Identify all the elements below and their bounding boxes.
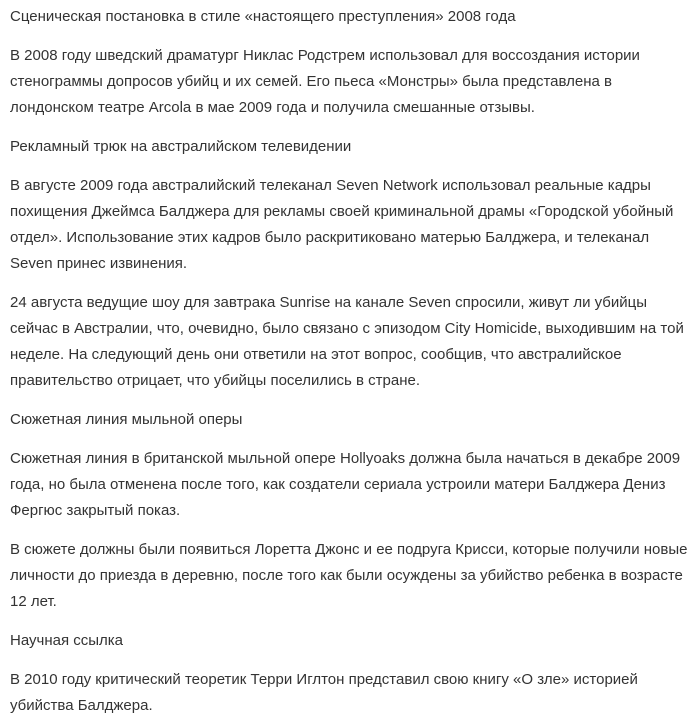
section-heading: Сюжетная линия мыльной оперы (10, 411, 243, 428)
paragraph: В сюжете должны были появиться Лоретта Джонс и ее подруга Крисси, которые получили новые личности до приезда в деревню, после того как были осуждены за убийство ребенка в возрасте 12 лет. (10, 541, 688, 610)
paragraph: В августе 2009 года австралийский телеканал Seven Network использовал реальные кадры похищения Джеймса Балджера для рекламы своей криминальной драмы «Городской убойный отдел». Использование этих кадров было раскритиковано матерью Балджера, и телеканал Seven принес извинения. (10, 177, 674, 272)
section-stage-production (10, 4, 690, 121)
paragraph: 24 августа ведущие шоу для завтрака Sunrise на канале Seven спросили, живут ли убийцы сейчас в Австралии, что, очевидно, было связано с эпизодом City Homicide, выходившим на той неделе. На следующий день они ответили на этот вопрос, сообщив, что австралийское правительство отрицает, что убийцы поселились в стране. (10, 294, 684, 389)
paragraph: В 2010 году критический теоретик Терри Иглтон представил свою книгу «О зле» историей убийства Балджера. (10, 671, 638, 714)
paragraph: В 2008 году шведский драматург Никлас Родстрем использовал для воссоздания истории стенограммы допросов убийц и их семей. Его пьеса «Монстры» была представлена в лондонском театре Arcola в мае 2009 года и получила смешанные отзывы. (10, 47, 640, 116)
section-heading: Рекламный трюк на австралийском телевидении (10, 138, 352, 155)
section-soap-opera (10, 407, 690, 615)
section-heading: Сценическая постановка в стиле «настоящего преступления» 2008 года (10, 8, 516, 25)
paragraph: Сюжетная линия в британской мыльной опере Hollyoaks должна была начаться в декабре 2009 года, но была отменена после того, как создатели сериала устроили матери Балджера Дениз Фергюс закрытый показ. (10, 450, 681, 519)
section-heading: Научная ссылка (10, 632, 124, 649)
article-body (10, 4, 690, 719)
section-academic-reference (10, 628, 690, 719)
section-australian-tv (10, 134, 690, 394)
